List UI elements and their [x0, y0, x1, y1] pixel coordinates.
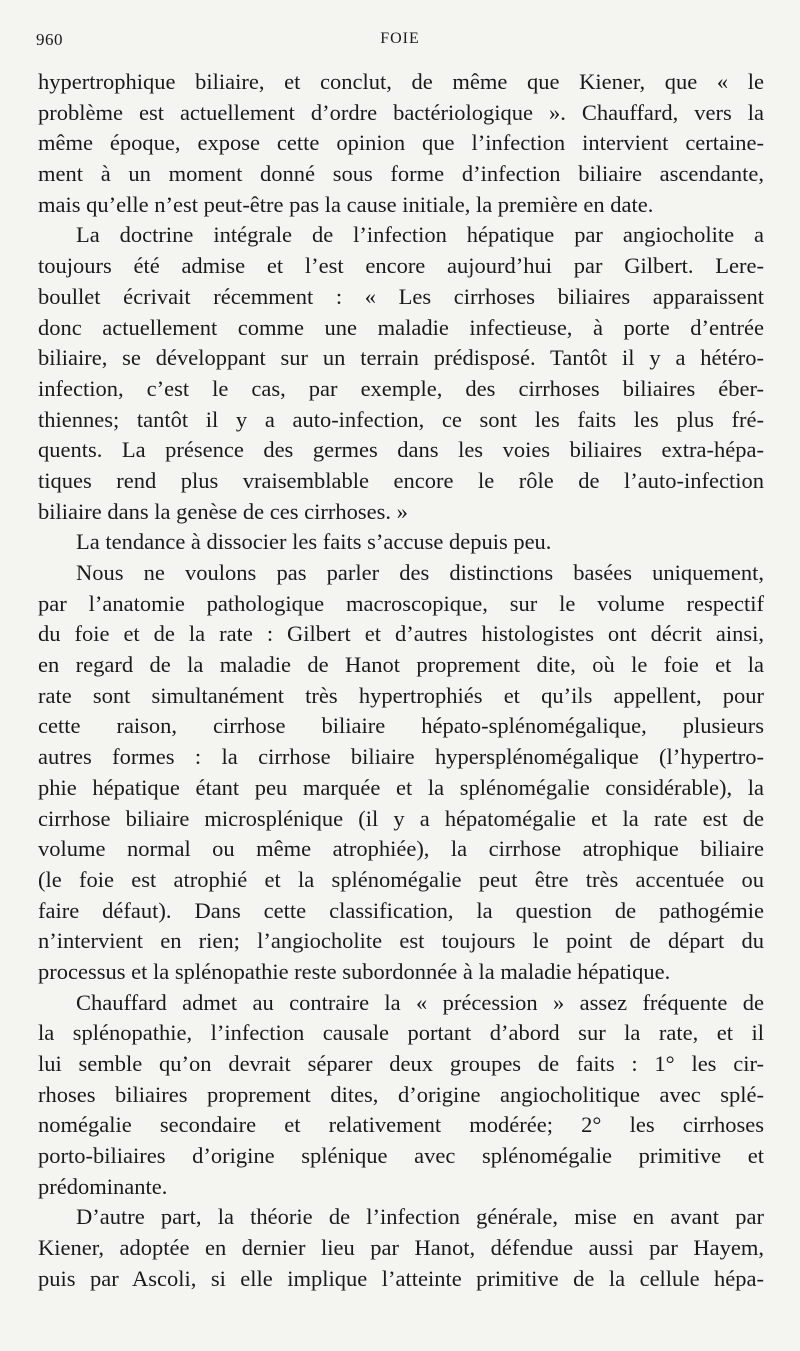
text-line: la splénopathie, l’infection causale portant d’abord sur la rate, et il	[38, 1020, 764, 1046]
page-number: 960	[36, 30, 63, 49]
text-line: Chauffard admet au contraire la « précession » assez fréquente de	[76, 989, 764, 1015]
text-line: D’autre part, la théorie de l’infection générale, mise en avant par	[76, 1204, 764, 1230]
text-line: mais qu’elle n’est peut-être pas la cause initiale, la première en date.	[38, 191, 654, 217]
text-line: problème est actuellement d’ordre bactériologique ». Chauffard, vers la	[38, 99, 764, 125]
text-line: thiennes; tantôt il y a auto-infection, ce sont les faits les plus fré-	[38, 406, 764, 432]
text-line: autres formes : la cirrhose biliaire hypersplénomégalique (l’hypertro-	[38, 744, 764, 770]
body-text	[38, 67, 764, 1295]
text-line: rate sont simultanément très hypertrophiés et qu’ils appellent, pour	[38, 682, 764, 708]
running-title: FOIE	[380, 30, 420, 47]
text-line: porto-biliaires d’origine splénique avec splénomégalie primitive et	[38, 1143, 764, 1169]
text-line: nomégalie secondaire et relativement modérée; 2° les cirrhoses	[38, 1112, 764, 1138]
text-line: volume normal ou même atrophiée), la cirrhose atrophique biliaire	[38, 836, 764, 862]
text-line: cette raison, cirrhose biliaire hépato-splénomégalique, plusieurs	[38, 713, 764, 739]
text-line: biliaire dans la genèse de ces cirrhoses. »	[38, 498, 408, 524]
text-line: toujours été admise et l’est encore aujourd’hui par Gilbert. Lere-	[38, 253, 764, 279]
text-line: en regard de la maladie de Hanot proprement dite, où le foie et la	[38, 652, 764, 678]
text-line: La doctrine intégrale de l’infection hépatique par angiocholite a	[76, 222, 764, 248]
text-line: La tendance à dissocier les faits s’accuse depuis peu.	[76, 529, 552, 555]
text-line: ment à un moment donné sous forme d’infection biliaire ascendante,	[38, 161, 764, 187]
text-line: rhoses biliaires proprement dites, d’origine angiocholitique avec splé-	[38, 1081, 764, 1107]
text-line: Kiener, adoptée en dernier lieu par Hanot, défendue aussi par Hayem,	[38, 1235, 764, 1261]
text-line: donc actuellement comme une maladie infectieuse, à porte d’entrée	[38, 314, 764, 340]
text-line: phie hépatique étant peu marquée et la splénomégalie considérable), la	[38, 774, 764, 800]
text-line: quents. La présence des germes dans les voies biliaires extra-hépa-	[38, 437, 764, 463]
text-line: cirrhose biliaire microsplénique (il y a hépatomégalie et la rate est de	[38, 805, 764, 831]
text-line: par l’anatomie pathologique macroscopique, sur le volume respectif	[38, 590, 764, 616]
text-line: lui semble qu’on devrait séparer deux groupes de faits : 1° les cir-	[38, 1051, 764, 1076]
text-line: n’intervient en rien; l’angiocholite est toujours le point de départ du	[38, 928, 764, 954]
text-line: infection, c’est le cas, par exemple, des cirrhoses biliaires éber-	[38, 375, 764, 401]
text-line: (le foie est atrophié et la splénomégalie peut être très accentuée ou	[38, 866, 764, 892]
text-line: même époque, expose cette opinion que l’infection intervient certaine-	[38, 130, 764, 156]
text-line: prédominante.	[38, 1173, 168, 1199]
text-line: processus et la splénopathie reste subordonnée à la maladie hépatique.	[38, 958, 671, 984]
text-line: tiques rend plus vraisemblable encore le rôle de l’auto-infection	[38, 467, 764, 493]
text-line: puis par Ascoli, si elle implique l’atteinte primitive de la cellule hépa-	[38, 1265, 764, 1291]
text-line: biliaire, se développant sur un terrain prédisposé. Tantôt il y a hétéro-	[38, 345, 764, 371]
text-line: Nous ne voulons pas parler des distinctions basées uniquement,	[76, 560, 764, 585]
text-line: du foie et de la rate : Gilbert et d’autres histologistes ont décrit ainsi,	[38, 621, 764, 647]
text-line: faire défaut). Dans cette classification, la question de pathogémie	[38, 897, 764, 923]
page-header	[36, 30, 764, 54]
text-line: hypertrophique biliaire, et conclut, de même que Kiener, que « le	[38, 69, 764, 94]
text-line: boullet écrivait récemment : « Les cirrhoses biliaires apparaissent	[38, 283, 764, 309]
